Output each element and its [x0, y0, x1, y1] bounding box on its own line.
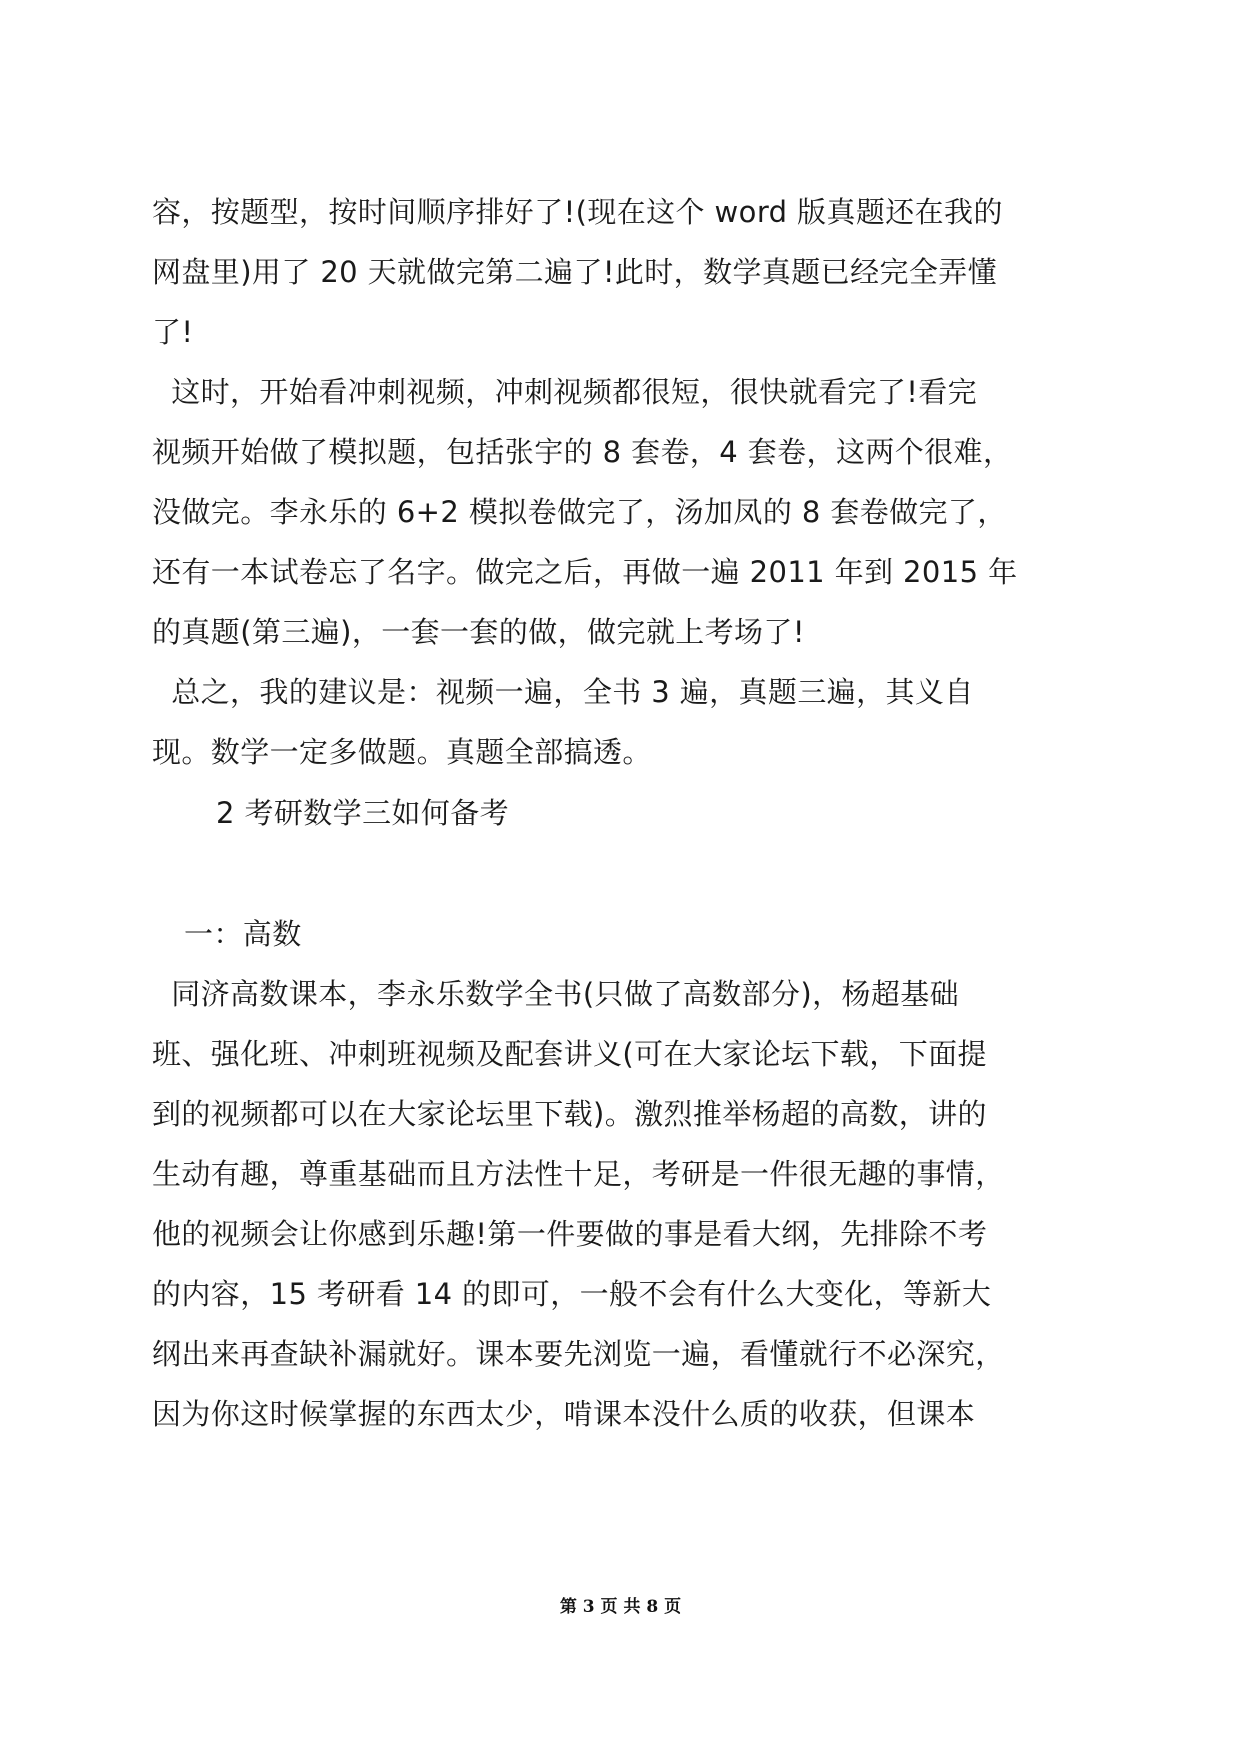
body-line: 纲出来再查缺补漏就好。课本要先浏览一遍，看懂就行不必深究， [152, 1337, 1005, 1371]
body-line: 这时，开始看冲刺视频，冲刺视频都很短，很快就看完了!看完 [152, 375, 978, 409]
body-line: 的内容，15 考研看 14 的即可，一般不会有什么大变化，等新大 [152, 1277, 992, 1311]
body-line: 生动有趣，尊重基础而且方法性十足，考研是一件很无趣的事情， [152, 1157, 1005, 1191]
body-line: 总之，我的建议是：视频一遍，全书 3 遍，真题三遍，其义自 [152, 675, 974, 709]
body-line: 到的视频都可以在大家论坛里下载)。激烈推举杨超的高数，讲的 [152, 1097, 987, 1131]
page-number-footer: 第 3 页 共 8 页 [559, 1597, 682, 1617]
body-line: 班、强化班、冲刺班视频及配套讲义(可在大家论坛下载，下面提 [152, 1037, 987, 1071]
body-line: 没做完。李永乐的 6+2 模拟卷做完了，汤加凤的 8 套卷做完了， [152, 495, 1007, 529]
body-line: 了! [152, 315, 194, 349]
body-line: 因为你这时候掌握的东西太少，啃课本没什么质的收获，但课本 [152, 1397, 976, 1431]
body-line: 容，按题型，按时间顺序排好了!(现在这个 word 版真题还在我的 [152, 195, 1003, 229]
section-heading: 2 考研数学三如何备考 [216, 796, 510, 830]
body-line: 现。数学一定多做题。真题全部搞透。 [152, 735, 652, 769]
body-line: 还有一本试卷忘了名字。做完之后，再做一遍 2011 年到 2015 年 [152, 555, 1018, 589]
body-line: 他的视频会让你感到乐趣!第一件要做的事是看大纲，先排除不考 [152, 1217, 988, 1251]
subsection-heading: 一：高数 [184, 917, 302, 951]
body-line: 视频开始做了模拟题，包括张宇的 8 套卷，4 套卷，这两个很难， [152, 435, 1013, 469]
body-line: 的真题(第三遍)，一套一套的做，做完就上考场了! [152, 615, 805, 649]
body-line: 网盘里)用了 20 天就做完第二遍了!此时，数学真题已经完全弄懂 [152, 255, 998, 289]
body-line: 同济高数课本，李永乐数学全书(只做了高数部分)，杨超基础 [152, 977, 960, 1011]
